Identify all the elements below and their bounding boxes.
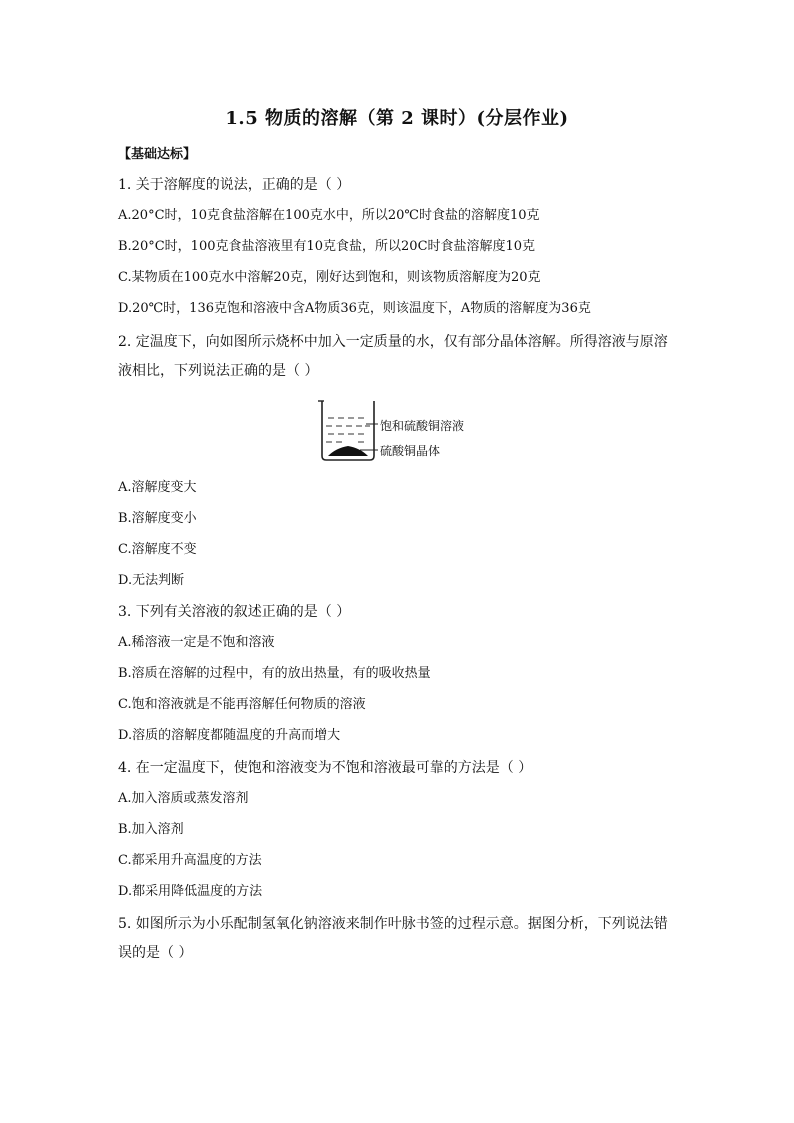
question-5-stem-line-1: 5. 如图所示为小乐配制氢氧化钠溶液来制作叶脉书签的过程示意。据图分析，下列说法错 [118, 916, 668, 932]
beaker-figure [316, 396, 486, 466]
crystal-label: 硫酸铜晶体 [380, 444, 441, 458]
question-1-option-d: D.20℃时，136克饱和溶液中含A物质36克，则该温度下，A物质的溶解度为36克 [118, 301, 591, 316]
question-4-stem: 4. 在一定温度下，使饱和溶液变为不饱和溶液最可靠的方法是（ ） [118, 760, 533, 776]
beaker-icon [316, 396, 378, 462]
question-2-stem-line-2: 液相比，下列说法正确的是（ ） [118, 363, 319, 379]
question-4-option-b: B.加入溶剂 [118, 822, 184, 837]
question-1-option-c: C.某物质在100克水中溶解20克，刚好达到饱和，则该物质溶解度为20克 [118, 270, 541, 285]
question-2-option-b: B.溶解度变小 [118, 511, 197, 526]
question-4-option-a: A.加入溶质或蒸发溶剂 [118, 791, 249, 806]
question-3-option-d: D.溶质的溶解度都随温度的升高而增大 [118, 728, 341, 743]
question-3-option-c: C.饱和溶液就是不能再溶解任何物质的溶液 [118, 697, 366, 712]
question-1-stem: 1. 关于溶解度的说法，正确的是（ ） [118, 177, 351, 193]
saturated-solution-label: 饱和硫酸铜溶液 [380, 419, 465, 433]
question-1-option-a: A.20°C时，10克食盐溶解在100克水中，所以20℃时食盐的溶解度10克 [118, 208, 540, 223]
question-1-option-b: B.20°C时，100克食盐溶液里有10克食盐，所以20C时食盐溶解度10克 [118, 239, 536, 254]
question-3-stem: 3. 下列有关溶液的叙述正确的是（ ） [118, 604, 351, 620]
question-4-option-c: C.都采用升高温度的方法 [118, 853, 262, 868]
question-5-stem-line-2: 误的是（ ） [118, 945, 193, 961]
question-2-option-d: D.无法判断 [118, 573, 185, 588]
question-2-option-a: A.溶解度变大 [118, 480, 197, 495]
question-3-option-a: A.稀溶液一定是不饱和溶液 [118, 635, 275, 650]
question-2-stem-line-1: 2. 定温度下，向如图所示烧杯中加入一定质量的水，仅有部分晶体溶解。所得溶液与原溶 [118, 334, 668, 350]
question-4-option-d: D.都采用降低温度的方法 [118, 884, 263, 899]
section-heading: 【基础达标】 [118, 147, 197, 162]
page-title: 1.5 物质的溶解（第 2 课时）(分层作业) [225, 108, 569, 129]
question-3-option-b: B.溶质在溶解的过程中，有的放出热量，有的吸收热量 [118, 666, 431, 681]
question-2-option-c: C.溶解度不变 [118, 542, 197, 557]
